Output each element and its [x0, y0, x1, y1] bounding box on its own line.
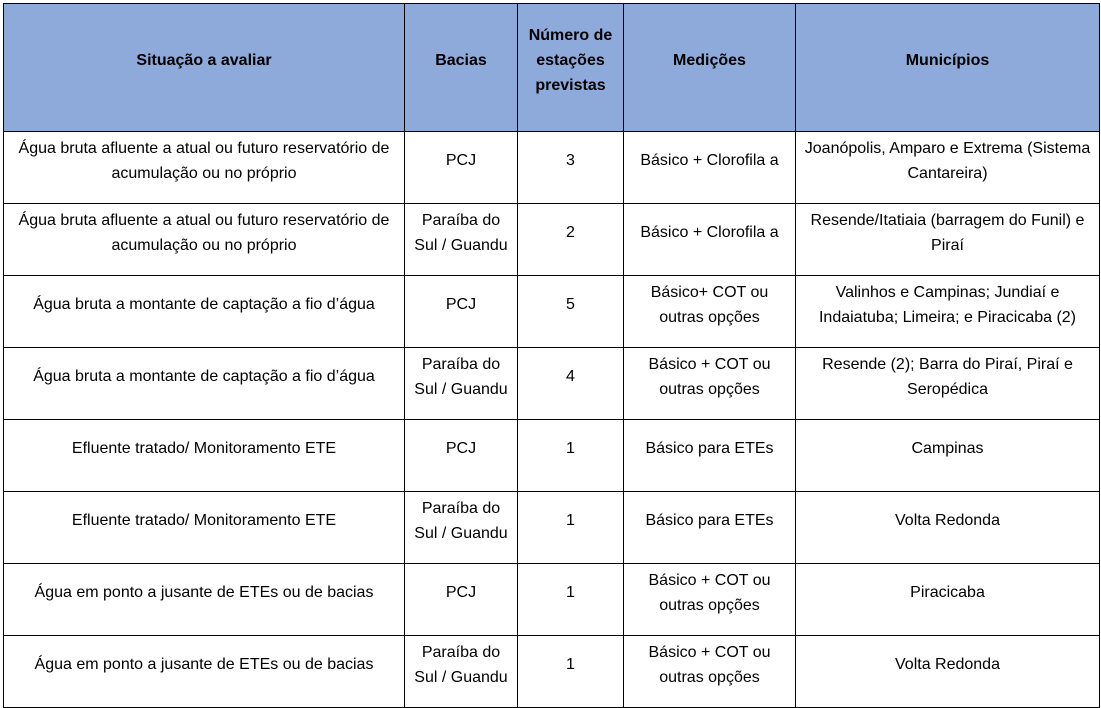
cell-medicoes: Básico + Clorofila a	[624, 132, 796, 204]
cell-bacias: Paraíba do Sul / Guandu	[405, 204, 518, 276]
table-row	[4, 636, 1100, 708]
cell-numero: 4	[518, 348, 624, 420]
cell-medicoes: Básico + COT ou outras opções	[624, 348, 796, 420]
cell-bacias: PCJ	[405, 276, 518, 348]
cell-numero: 2	[518, 204, 624, 276]
cell-municipios: Campinas	[796, 420, 1100, 492]
cell-municipios: Resende/Itatiaia (barragem do Funil) e Piraí	[796, 204, 1100, 276]
cell-situacao: Efluente tratado/ Monitoramento ETE	[4, 492, 405, 564]
cell-bacias: Paraíba do Sul / Guandu	[405, 636, 518, 708]
table-row	[4, 420, 1100, 492]
cell-situacao: Água bruta afluente a atual ou futuro reservatório de acumulação ou no próprio	[4, 204, 405, 276]
cell-situacao: Água em ponto a jusante de ETEs ou de bacias	[4, 636, 405, 708]
table-row	[4, 204, 1100, 276]
cell-bacias: Paraíba do Sul / Guandu	[405, 348, 518, 420]
cell-municipios: Valinhos e Campinas; Jundiaí e Indaiatuba; Limeira; e Piracicaba (2)	[796, 276, 1100, 348]
cell-numero: 3	[518, 132, 624, 204]
table-row	[4, 348, 1100, 420]
cell-situacao: Água bruta afluente a atual ou futuro reservatório de acumulação ou no próprio	[4, 132, 405, 204]
header-medicoes: Medições	[624, 4, 796, 132]
monitoring-table-container	[3, 3, 1100, 708]
header-bacias: Bacias	[405, 4, 518, 132]
header-municipios: Municípios	[796, 4, 1100, 132]
header-numero-estacoes: Número de estações previstas	[518, 4, 624, 132]
table-header-row	[4, 4, 1100, 132]
cell-situacao: Efluente tratado/ Monitoramento ETE	[4, 420, 405, 492]
cell-municipios: Resende (2); Barra do Piraí, Piraí e Seropédica	[796, 348, 1100, 420]
cell-situacao: Água bruta a montante de captação a fio d’água	[4, 348, 405, 420]
table-row	[4, 132, 1100, 204]
cell-medicoes: Básico + COT ou outras opções	[624, 564, 796, 636]
cell-municipios: Volta Redonda	[796, 636, 1100, 708]
cell-medicoes: Básico + Clorofila a	[624, 204, 796, 276]
cell-medicoes: Básico para ETEs	[624, 492, 796, 564]
cell-numero: 1	[518, 492, 624, 564]
cell-medicoes: Básico para ETEs	[624, 420, 796, 492]
cell-bacias: PCJ	[405, 420, 518, 492]
cell-bacias: PCJ	[405, 564, 518, 636]
cell-municipios: Volta Redonda	[796, 492, 1100, 564]
table-row	[4, 276, 1100, 348]
cell-situacao: Água em ponto a jusante de ETEs ou de bacias	[4, 564, 405, 636]
cell-numero: 1	[518, 420, 624, 492]
cell-situacao: Água bruta a montante de captação a fio d’água	[4, 276, 405, 348]
table-row	[4, 492, 1100, 564]
cell-medicoes: Básico + COT ou outras opções	[624, 636, 796, 708]
cell-municipios: Piracicaba	[796, 564, 1100, 636]
cell-numero: 1	[518, 636, 624, 708]
monitoring-stations-table	[3, 3, 1100, 708]
header-situacao: Situação a avaliar	[4, 4, 405, 132]
cell-bacias: PCJ	[405, 132, 518, 204]
cell-medicoes: Básico+ COT ou outras opções	[624, 276, 796, 348]
cell-numero: 1	[518, 564, 624, 636]
cell-numero: 5	[518, 276, 624, 348]
cell-bacias: Paraíba do Sul / Guandu	[405, 492, 518, 564]
table-row	[4, 564, 1100, 636]
cell-municipios: Joanópolis, Amparo e Extrema (Sistema Cantareira)	[796, 132, 1100, 204]
